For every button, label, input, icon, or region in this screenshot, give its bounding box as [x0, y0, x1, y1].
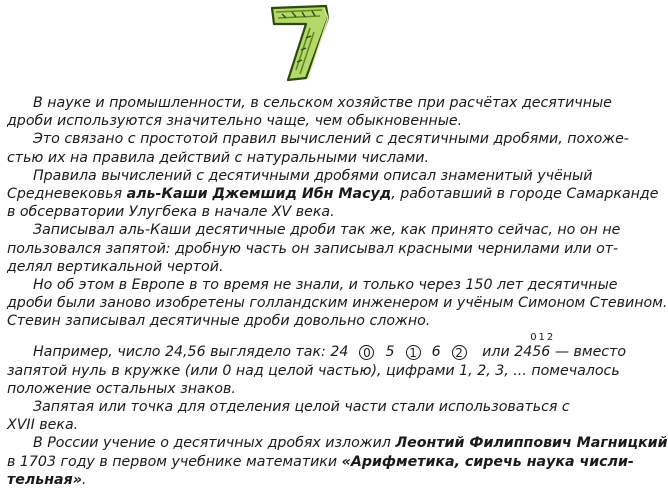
text-line [7, 453, 634, 471]
text-line: запятой нуль в кружке (или 0 над целой частью), цифрами 1, 2, 3, ... помечалось [7, 362, 620, 379]
text-line: Но об этом в Европе в то время не знали, и только через 150 лет десятичные [33, 276, 618, 293]
text-fragment: В России учение о десятичных дробях изложил [33, 435, 391, 452]
text-line: положение остальных знаков. [7, 380, 236, 397]
text-line: дроби используются значительно чаще, чем обыкновенные. [7, 113, 463, 130]
text-fragment: в 1703 году в первом учебнике математики [7, 453, 338, 470]
book-title-end: тельная» [7, 471, 82, 488]
text-fragment: — вместо [554, 344, 627, 361]
number: 2456 [514, 344, 551, 361]
name-magnitsky: Леонтий Филиппович Магницкий [395, 435, 668, 452]
name-al-kashi: аль-Каши Джемшид Ибн Масуд [126, 185, 392, 202]
text-fragment: или [482, 344, 510, 361]
text-line: стью их на правила действий с натуральными числами. [7, 149, 430, 166]
text-line: В науке и промышленности, в сельском хозяйстве при расчётах десятичные [33, 95, 612, 111]
circled-digit: 0 [359, 345, 374, 360]
text-line [7, 185, 659, 203]
decorative-seven-icon [266, 2, 332, 82]
text-fragment: Например, число 24,56 выглядело так: 24 [33, 344, 349, 361]
superscript-digits: 012 [530, 332, 556, 344]
example-line [7, 332, 627, 361]
text-line: Стевин записывал десятичные дроби довольно сложно. [7, 313, 431, 330]
circled-digit: 1 [406, 345, 421, 360]
text-line: пользовался запятой: дробную часть он записывал красными чернилами или от- [7, 240, 619, 257]
text-line [7, 434, 668, 452]
circled-digit: 2 [452, 345, 467, 360]
text-line: Записывал аль-Каши десятичные дроби так же, как принято сейчас, но он не [33, 222, 621, 239]
digit: 6 [431, 344, 441, 361]
text-line: делял вертикальной чертой. [7, 258, 224, 275]
text-line: Запятая или точка для отделения целой части стали использоваться с [33, 399, 570, 415]
text-fragment: . [81, 471, 87, 488]
text-fragment: Средневековья [7, 185, 123, 202]
text-line: Это связано с простотой правил вычислений с десятичными дробями, похоже- [33, 131, 629, 148]
text-line [7, 471, 617, 489]
text-line: в обсерватории Улугбека в начале XV века. [7, 204, 335, 221]
main-text [7, 94, 668, 489]
text-fragment: , работавший в городе Самарканде [391, 185, 659, 202]
book-title: «Арифметика, сиречь наука числи- [341, 453, 634, 470]
text-line: Правила вычислений с десятичными дробями описал знаменитый учёный [33, 167, 593, 184]
stevin-notation [514, 332, 556, 361]
text-line: XVII века. [7, 417, 79, 434]
digit: 5 [385, 344, 395, 361]
text-line: дроби были заново изобретены голландским инженером и учёным Симоном Стевином. [7, 295, 668, 312]
